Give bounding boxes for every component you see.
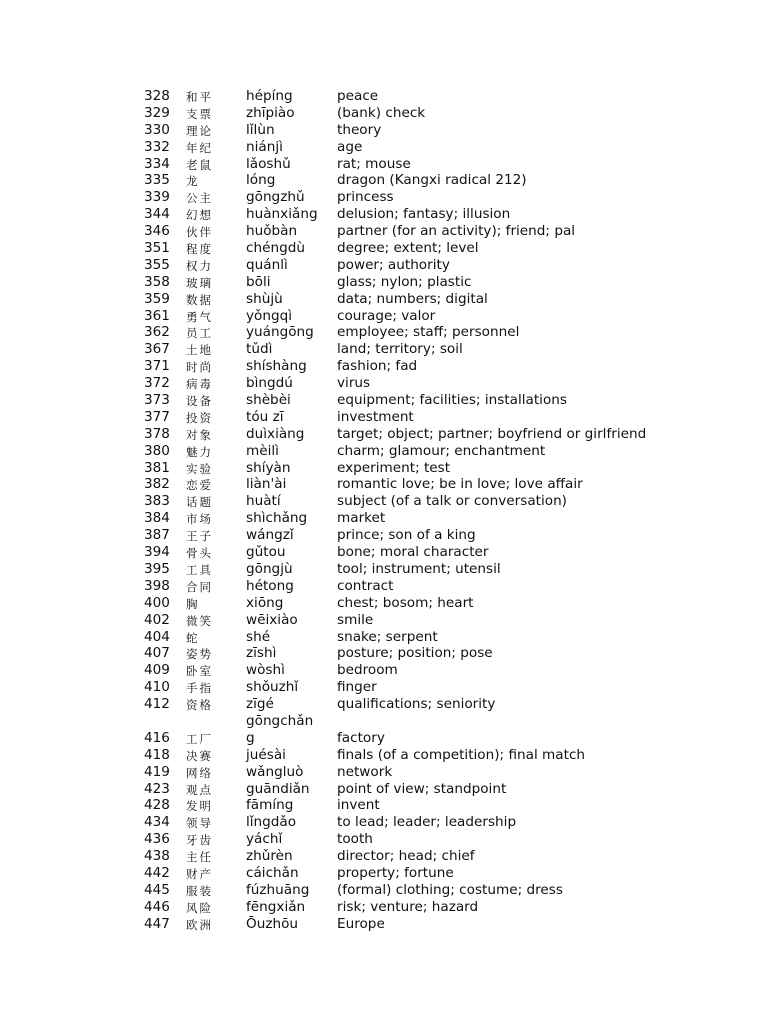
- list-item: [0, 375, 768, 392]
- entry-pinyin: lǐngdǎo: [246, 814, 297, 831]
- entry-pinyin: niánjì: [246, 138, 283, 155]
- list-item: [0, 206, 768, 223]
- entry-english: chest; bosom; heart: [337, 594, 474, 611]
- entry-hanzi: 员工: [186, 326, 213, 341]
- entry-number: 351: [144, 240, 170, 257]
- entry-number: 373: [144, 392, 170, 409]
- entry-number: 412: [144, 696, 170, 713]
- list-item: [0, 747, 768, 764]
- entry-number: 395: [144, 560, 170, 577]
- entry-pinyin: Ōuzhōu: [246, 915, 298, 932]
- entry-hanzi: 魅力: [186, 444, 213, 459]
- entry-number: 416: [144, 729, 170, 746]
- entry-english: princess: [337, 189, 394, 206]
- entry-hanzi: 欧洲: [186, 917, 213, 932]
- list-item: [0, 510, 768, 527]
- entry-english: degree; extent; level: [337, 240, 479, 257]
- entry-hanzi: 幻想: [186, 208, 213, 223]
- list-item: [0, 392, 768, 409]
- entry-pinyin: lǎoshǔ: [246, 155, 291, 172]
- entry-hanzi: 骨头: [186, 546, 213, 561]
- entry-english: risk; venture; hazard: [337, 898, 479, 915]
- entry-english: factory: [337, 729, 385, 746]
- entry-pinyin: gōngzhǔ: [246, 189, 305, 206]
- entry-pinyin: wángzǐ: [246, 527, 294, 544]
- entry-pinyin: juésài: [246, 746, 286, 763]
- entry-hanzi: 观点: [186, 782, 213, 797]
- list-item: [0, 916, 768, 933]
- entry-pinyin: fēngxiǎn: [246, 898, 306, 915]
- list-item: [0, 629, 768, 646]
- entry-english: equipment; facilities; installations: [337, 392, 567, 409]
- entry-english: snake; serpent: [337, 628, 438, 645]
- entry-english: property; fortune: [337, 864, 454, 881]
- entry-pinyin: yǒngqì: [246, 307, 293, 324]
- entry-english: prince; son of a king: [337, 527, 476, 544]
- entry-hanzi: 卧室: [186, 664, 213, 679]
- entry-pinyin: wēixiào: [246, 611, 298, 628]
- list-item: [0, 122, 768, 139]
- entry-pinyin: shèbèi: [246, 392, 291, 409]
- entry-pinyin: yuángōng: [246, 324, 314, 341]
- list-item: [0, 561, 768, 578]
- entry-english: Europe: [337, 915, 385, 932]
- entry-english: target; object; partner; boyfriend or girlfriend: [337, 425, 647, 442]
- entry-english: fashion; fad: [337, 358, 418, 375]
- entry-number: 335: [144, 172, 170, 189]
- entry-hanzi: 伙伴: [186, 225, 213, 240]
- entry-pinyin: shùjù: [246, 290, 283, 307]
- list-item: [0, 493, 768, 510]
- entry-english: invent: [337, 797, 380, 814]
- entry-number: 378: [144, 425, 170, 442]
- list-item: [0, 358, 768, 375]
- entry-pinyin: quánlì: [246, 256, 288, 273]
- list-item: [0, 105, 768, 122]
- entry-hanzi: 合同: [186, 579, 213, 594]
- entry-number: 383: [144, 493, 170, 510]
- list-item: [0, 240, 768, 257]
- entry-pinyin: lǐlùn: [246, 121, 275, 138]
- entry-pinyin: liàn'ài: [246, 476, 287, 493]
- entry-number: 398: [144, 577, 170, 594]
- entry-number: 367: [144, 341, 170, 358]
- entry-hanzi: 投资: [186, 410, 213, 425]
- entry-pinyin: wǎngluò: [246, 763, 304, 780]
- list-item: [0, 189, 768, 206]
- list-item: [0, 899, 768, 916]
- entry-english: point of view; standpoint: [337, 780, 507, 797]
- entry-pinyin: chéngdù: [246, 240, 305, 257]
- list-item: [0, 308, 768, 325]
- entry-number: 382: [144, 476, 170, 493]
- list-item: [0, 645, 768, 662]
- entry-pinyin: gōngjù: [246, 560, 293, 577]
- entry-pinyin: huǒbàn: [246, 223, 298, 240]
- entry-hanzi: 设备: [186, 394, 213, 409]
- entry-pinyin: shìchǎng: [246, 510, 308, 527]
- entry-hanzi: 实验: [186, 461, 213, 476]
- entry-hanzi: 风险: [186, 900, 213, 915]
- entry-english: to lead; leader; leadership: [337, 814, 517, 831]
- entry-number: 400: [144, 594, 170, 611]
- entry-number: 371: [144, 358, 170, 375]
- list-item: [0, 696, 768, 730]
- entry-number: 438: [144, 848, 170, 865]
- entry-number: 339: [144, 189, 170, 206]
- entry-hanzi: 主任: [186, 850, 213, 865]
- list-item: [0, 764, 768, 781]
- entry-hanzi: 王子: [186, 529, 213, 544]
- entry-pinyin: shé: [246, 628, 271, 645]
- entry-number: 334: [144, 155, 170, 172]
- entry-pinyin: zhīpiào: [246, 104, 295, 121]
- entry-number: 372: [144, 375, 170, 392]
- entry-hanzi: 对象: [186, 427, 213, 442]
- entry-number: 361: [144, 307, 170, 324]
- list-item: [0, 409, 768, 426]
- entry-pinyin: cáichǎn: [246, 864, 299, 881]
- list-item: [0, 544, 768, 561]
- entry-english: tool; instrument; utensil: [337, 560, 501, 577]
- entry-pinyin: mèilì: [246, 442, 279, 459]
- entry-english: market: [337, 510, 386, 527]
- entry-english: partner (for an activity); friend; pal: [337, 223, 576, 240]
- entry-number: 428: [144, 797, 170, 814]
- entry-number: 387: [144, 527, 170, 544]
- entry-number: 384: [144, 510, 170, 527]
- entry-hanzi: 病毒: [186, 377, 213, 392]
- entry-number: 359: [144, 290, 170, 307]
- entry-number: 434: [144, 814, 170, 831]
- entry-pinyin: lóng: [246, 172, 276, 189]
- entry-pinyin: zīgé gōngchǎn: [246, 696, 314, 729]
- entry-english: courage; valor: [337, 307, 436, 324]
- entry-hanzi: 财产: [186, 866, 213, 881]
- entry-pinyin: hépíng: [246, 88, 293, 104]
- entry-number: 344: [144, 206, 170, 223]
- list-item: [0, 662, 768, 679]
- entry-english: (formal) clothing; costume; dress: [337, 881, 563, 898]
- entry-hanzi: 权力: [186, 258, 213, 273]
- entry-pinyin: zhǔrèn: [246, 848, 293, 865]
- list-item: [0, 88, 768, 105]
- entry-english: experiment; test: [337, 459, 451, 476]
- list-item: [0, 426, 768, 443]
- entry-pinyin: gǔtou: [246, 544, 286, 561]
- entry-hanzi: 恋爱: [186, 478, 213, 493]
- entry-hanzi: 程度: [186, 242, 213, 257]
- list-item: [0, 781, 768, 798]
- entry-hanzi: 牙齿: [186, 833, 213, 848]
- entry-pinyin: tǔdì: [246, 341, 273, 358]
- list-item: [0, 865, 768, 882]
- entry-pinyin: duìxiàng: [246, 425, 305, 442]
- entry-number: 447: [144, 915, 170, 932]
- entry-hanzi: 话题: [186, 495, 213, 510]
- entry-pinyin: fāmíng: [246, 797, 294, 814]
- entry-english: rat; mouse: [337, 155, 411, 172]
- list-item: [0, 527, 768, 544]
- entry-hanzi: 胸: [186, 596, 200, 611]
- entry-english: employee; staff; personnel: [337, 324, 520, 341]
- entry-hanzi: 老鼠: [186, 157, 213, 172]
- entry-number: 418: [144, 746, 170, 763]
- entry-english: (bank) check: [337, 104, 426, 121]
- entry-hanzi: 蛇: [186, 630, 200, 645]
- entry-english: bedroom: [337, 662, 398, 679]
- list-item: [0, 848, 768, 865]
- entry-hanzi: 发明: [186, 799, 213, 814]
- entry-number: 419: [144, 763, 170, 780]
- entry-english: finals (of a competition); final match: [337, 746, 586, 763]
- list-item: [0, 223, 768, 240]
- list-item: [0, 257, 768, 274]
- entry-hanzi: 资格: [186, 698, 213, 713]
- entry-pinyin: tóu zī: [246, 408, 284, 425]
- entry-english: posture; position; pose: [337, 645, 493, 662]
- entry-number: 402: [144, 611, 170, 628]
- entry-hanzi: 支票: [186, 106, 213, 121]
- entry-number: 330: [144, 121, 170, 138]
- list-item: [0, 831, 768, 848]
- entry-english: tooth: [337, 831, 373, 848]
- entry-hanzi: 勇气: [186, 309, 213, 324]
- entry-number: 381: [144, 459, 170, 476]
- list-item: [0, 443, 768, 460]
- entry-pinyin: bōli: [246, 273, 271, 290]
- entry-pinyin: shíyàn: [246, 459, 291, 476]
- list-item: [0, 172, 768, 189]
- entry-english: director; head; chief: [337, 848, 475, 865]
- entry-hanzi: 手指: [186, 681, 213, 696]
- entry-hanzi: 微笑: [186, 613, 213, 628]
- list-item: [0, 476, 768, 493]
- entry-hanzi: 龙: [186, 174, 200, 189]
- entry-number: 380: [144, 442, 170, 459]
- list-item: [0, 578, 768, 595]
- entry-pinyin: xiōng: [246, 594, 284, 611]
- list-item: [0, 814, 768, 831]
- list-item: [0, 324, 768, 341]
- list-item: [0, 730, 768, 747]
- list-item: [0, 595, 768, 612]
- entry-pinyin: wòshì: [246, 662, 285, 679]
- entry-hanzi: 姿势: [186, 647, 213, 662]
- entry-english: contract: [337, 577, 394, 594]
- entry-number: 445: [144, 881, 170, 898]
- entry-pinyin: zīshì: [246, 645, 277, 662]
- entry-number: 328: [144, 88, 170, 104]
- entry-english: finger: [337, 679, 377, 696]
- list-item: [0, 274, 768, 291]
- vocabulary-list: [0, 88, 768, 933]
- entry-hanzi: 决赛: [186, 748, 213, 763]
- entry-english: charm; glamour; enchantment: [337, 442, 546, 459]
- entry-english: land; territory; soil: [337, 341, 463, 358]
- entry-hanzi: 公主: [186, 191, 213, 206]
- entry-pinyin: fúzhuāng: [246, 881, 310, 898]
- list-item: [0, 341, 768, 358]
- entry-english: investment: [337, 408, 414, 425]
- entry-pinyin: shíshàng: [246, 358, 307, 375]
- entry-pinyin: huànxiǎng: [246, 206, 318, 223]
- entry-number: 407: [144, 645, 170, 662]
- entry-hanzi: 工具: [186, 562, 213, 577]
- entry-hanzi: 数据: [186, 292, 213, 307]
- entry-number: 423: [144, 780, 170, 797]
- entry-number: 346: [144, 223, 170, 240]
- entry-pinyin: yáchǐ: [246, 831, 283, 848]
- entry-pinyin: shǒuzhǐ: [246, 679, 299, 696]
- entry-english: romantic love; be in love; love affair: [337, 476, 583, 493]
- entry-english: smile: [337, 611, 374, 628]
- list-item: [0, 679, 768, 696]
- entry-english: power; authority: [337, 256, 450, 273]
- entry-hanzi: 理论: [186, 123, 213, 138]
- entry-hanzi: 土地: [186, 343, 213, 358]
- entry-number: 404: [144, 628, 170, 645]
- entry-number: 446: [144, 898, 170, 915]
- entry-hanzi: 工厂: [186, 731, 213, 746]
- entry-hanzi: 玻璃: [186, 275, 213, 290]
- entry-english: qualifications; seniority: [337, 696, 496, 713]
- list-item: [0, 156, 768, 173]
- entry-number: 442: [144, 864, 170, 881]
- entry-number: 329: [144, 104, 170, 121]
- entry-pinyin: huàtí: [246, 493, 281, 510]
- entry-english: virus: [337, 375, 371, 392]
- entry-number: 410: [144, 679, 170, 696]
- entry-pinyin: hétong: [246, 577, 294, 594]
- entry-hanzi: 市场: [186, 512, 213, 527]
- entry-number: 394: [144, 544, 170, 561]
- list-item: [0, 460, 768, 477]
- entry-hanzi: 年纪: [186, 140, 213, 155]
- entry-english: subject (of a talk or conversation): [337, 493, 567, 510]
- list-item: [0, 291, 768, 308]
- entry-english: delusion; fantasy; illusion: [337, 206, 511, 223]
- entry-pinyin: guāndiǎn: [246, 780, 310, 797]
- entry-english: bone; moral character: [337, 544, 489, 561]
- entry-english: data; numbers; digital: [337, 290, 488, 307]
- entry-hanzi: 和平: [186, 90, 213, 104]
- entry-english: peace: [337, 88, 379, 104]
- entry-number: 358: [144, 273, 170, 290]
- entry-pinyin: bìngdú: [246, 375, 293, 392]
- entry-number: 409: [144, 662, 170, 679]
- entry-pinyin: g: [246, 729, 255, 746]
- entry-number: 377: [144, 408, 170, 425]
- entry-number: 436: [144, 831, 170, 848]
- list-item: [0, 612, 768, 629]
- entry-hanzi: 网络: [186, 765, 213, 780]
- list-item: [0, 797, 768, 814]
- entry-hanzi: 服装: [186, 883, 213, 898]
- entry-hanzi: 时尚: [186, 360, 213, 375]
- entry-english: glass; nylon; plastic: [337, 273, 472, 290]
- entry-english: dragon (Kangxi radical 212): [337, 172, 527, 189]
- list-item: [0, 139, 768, 156]
- entry-english: network: [337, 763, 393, 780]
- entry-number: 355: [144, 256, 170, 273]
- list-item: [0, 882, 768, 899]
- entry-english: age: [337, 138, 363, 155]
- entry-number: 332: [144, 138, 170, 155]
- entry-number: 362: [144, 324, 170, 341]
- entry-english: theory: [337, 121, 382, 138]
- entry-hanzi: 领导: [186, 816, 213, 831]
